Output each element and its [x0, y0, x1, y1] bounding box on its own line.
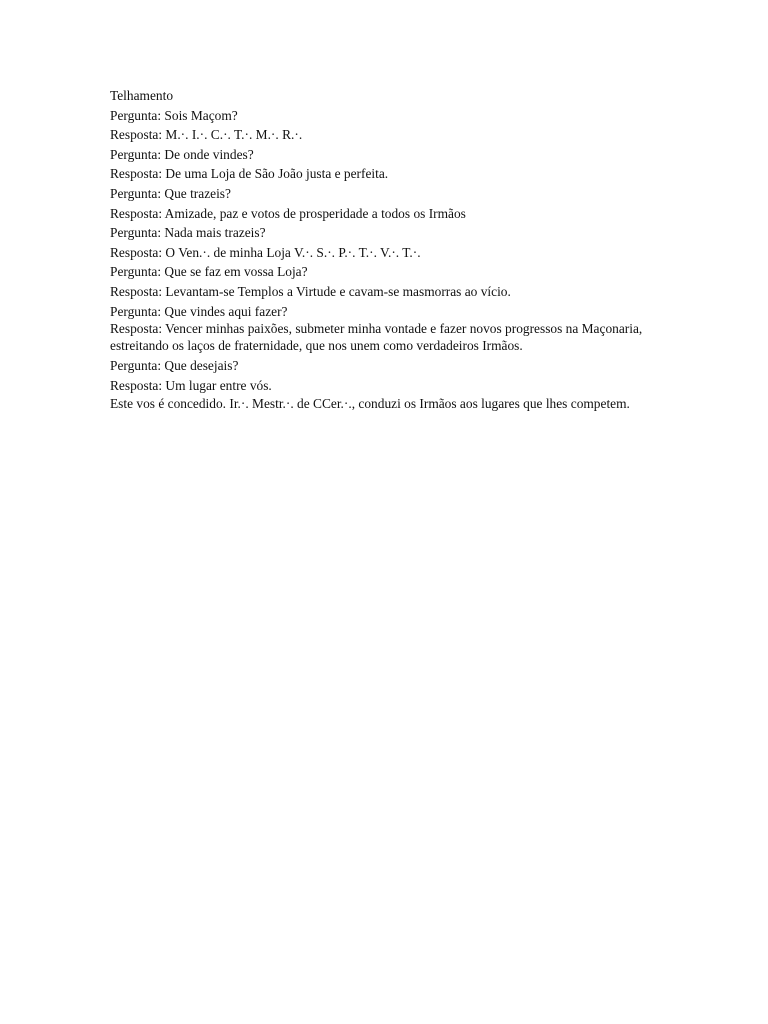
dialogue-line: Resposta: Um lugar entre vós. — [110, 377, 272, 393]
dialogue-line: Pergunta: De onde vindes? — [110, 146, 254, 162]
dialogue-line: Pergunta: Sois Maçom? — [110, 107, 238, 123]
closing-statement: Este vos é concedido. Ir.·. Mestr.·. de CCer.·., conduzi os Irmãos aos lugares que lhes competem. — [110, 395, 630, 411]
dialogue-line: Resposta: De uma Loja de São João justa e perfeita. — [110, 166, 389, 182]
dialogue-line: Pergunta: Que desejais? — [110, 358, 239, 374]
dialogue-line: Resposta: M.·. I.·. C.·. T.·. M.·. R.·. — [110, 127, 303, 143]
dialogue-line: Pergunta: Que se faz em vossa Loja? — [110, 264, 308, 280]
document-title: Telhamento — [110, 88, 174, 103]
dialogue-line: Pergunta: Que vindes aqui fazer? — [110, 303, 288, 319]
dialogue-line: Pergunta: Nada mais trazeis? — [110, 225, 266, 241]
dialogue-line: Resposta: Amizade, paz e votos de prosperidade a todos os Irmãos — [110, 205, 466, 221]
dialogue-line: Pergunta: Que trazeis? — [110, 185, 231, 201]
dialogue-line: Resposta: Vencer minhas paixões, submeter minha vontade e fazer novos progressos na Maçonaria, estreitando os laços de fraternidade, que nos unem como verdadeiros Irmãos. — [110, 321, 643, 353]
document-body — [110, 86, 655, 414]
dialogue-line: Resposta: Levantam-se Templos a Virtude e cavam-se masmorras ao vício. — [110, 283, 511, 299]
dialogue-line: Resposta: O Ven.·. de minha Loja V.·. S.·. P.·. T.·. V.·. T.·. — [110, 244, 421, 260]
